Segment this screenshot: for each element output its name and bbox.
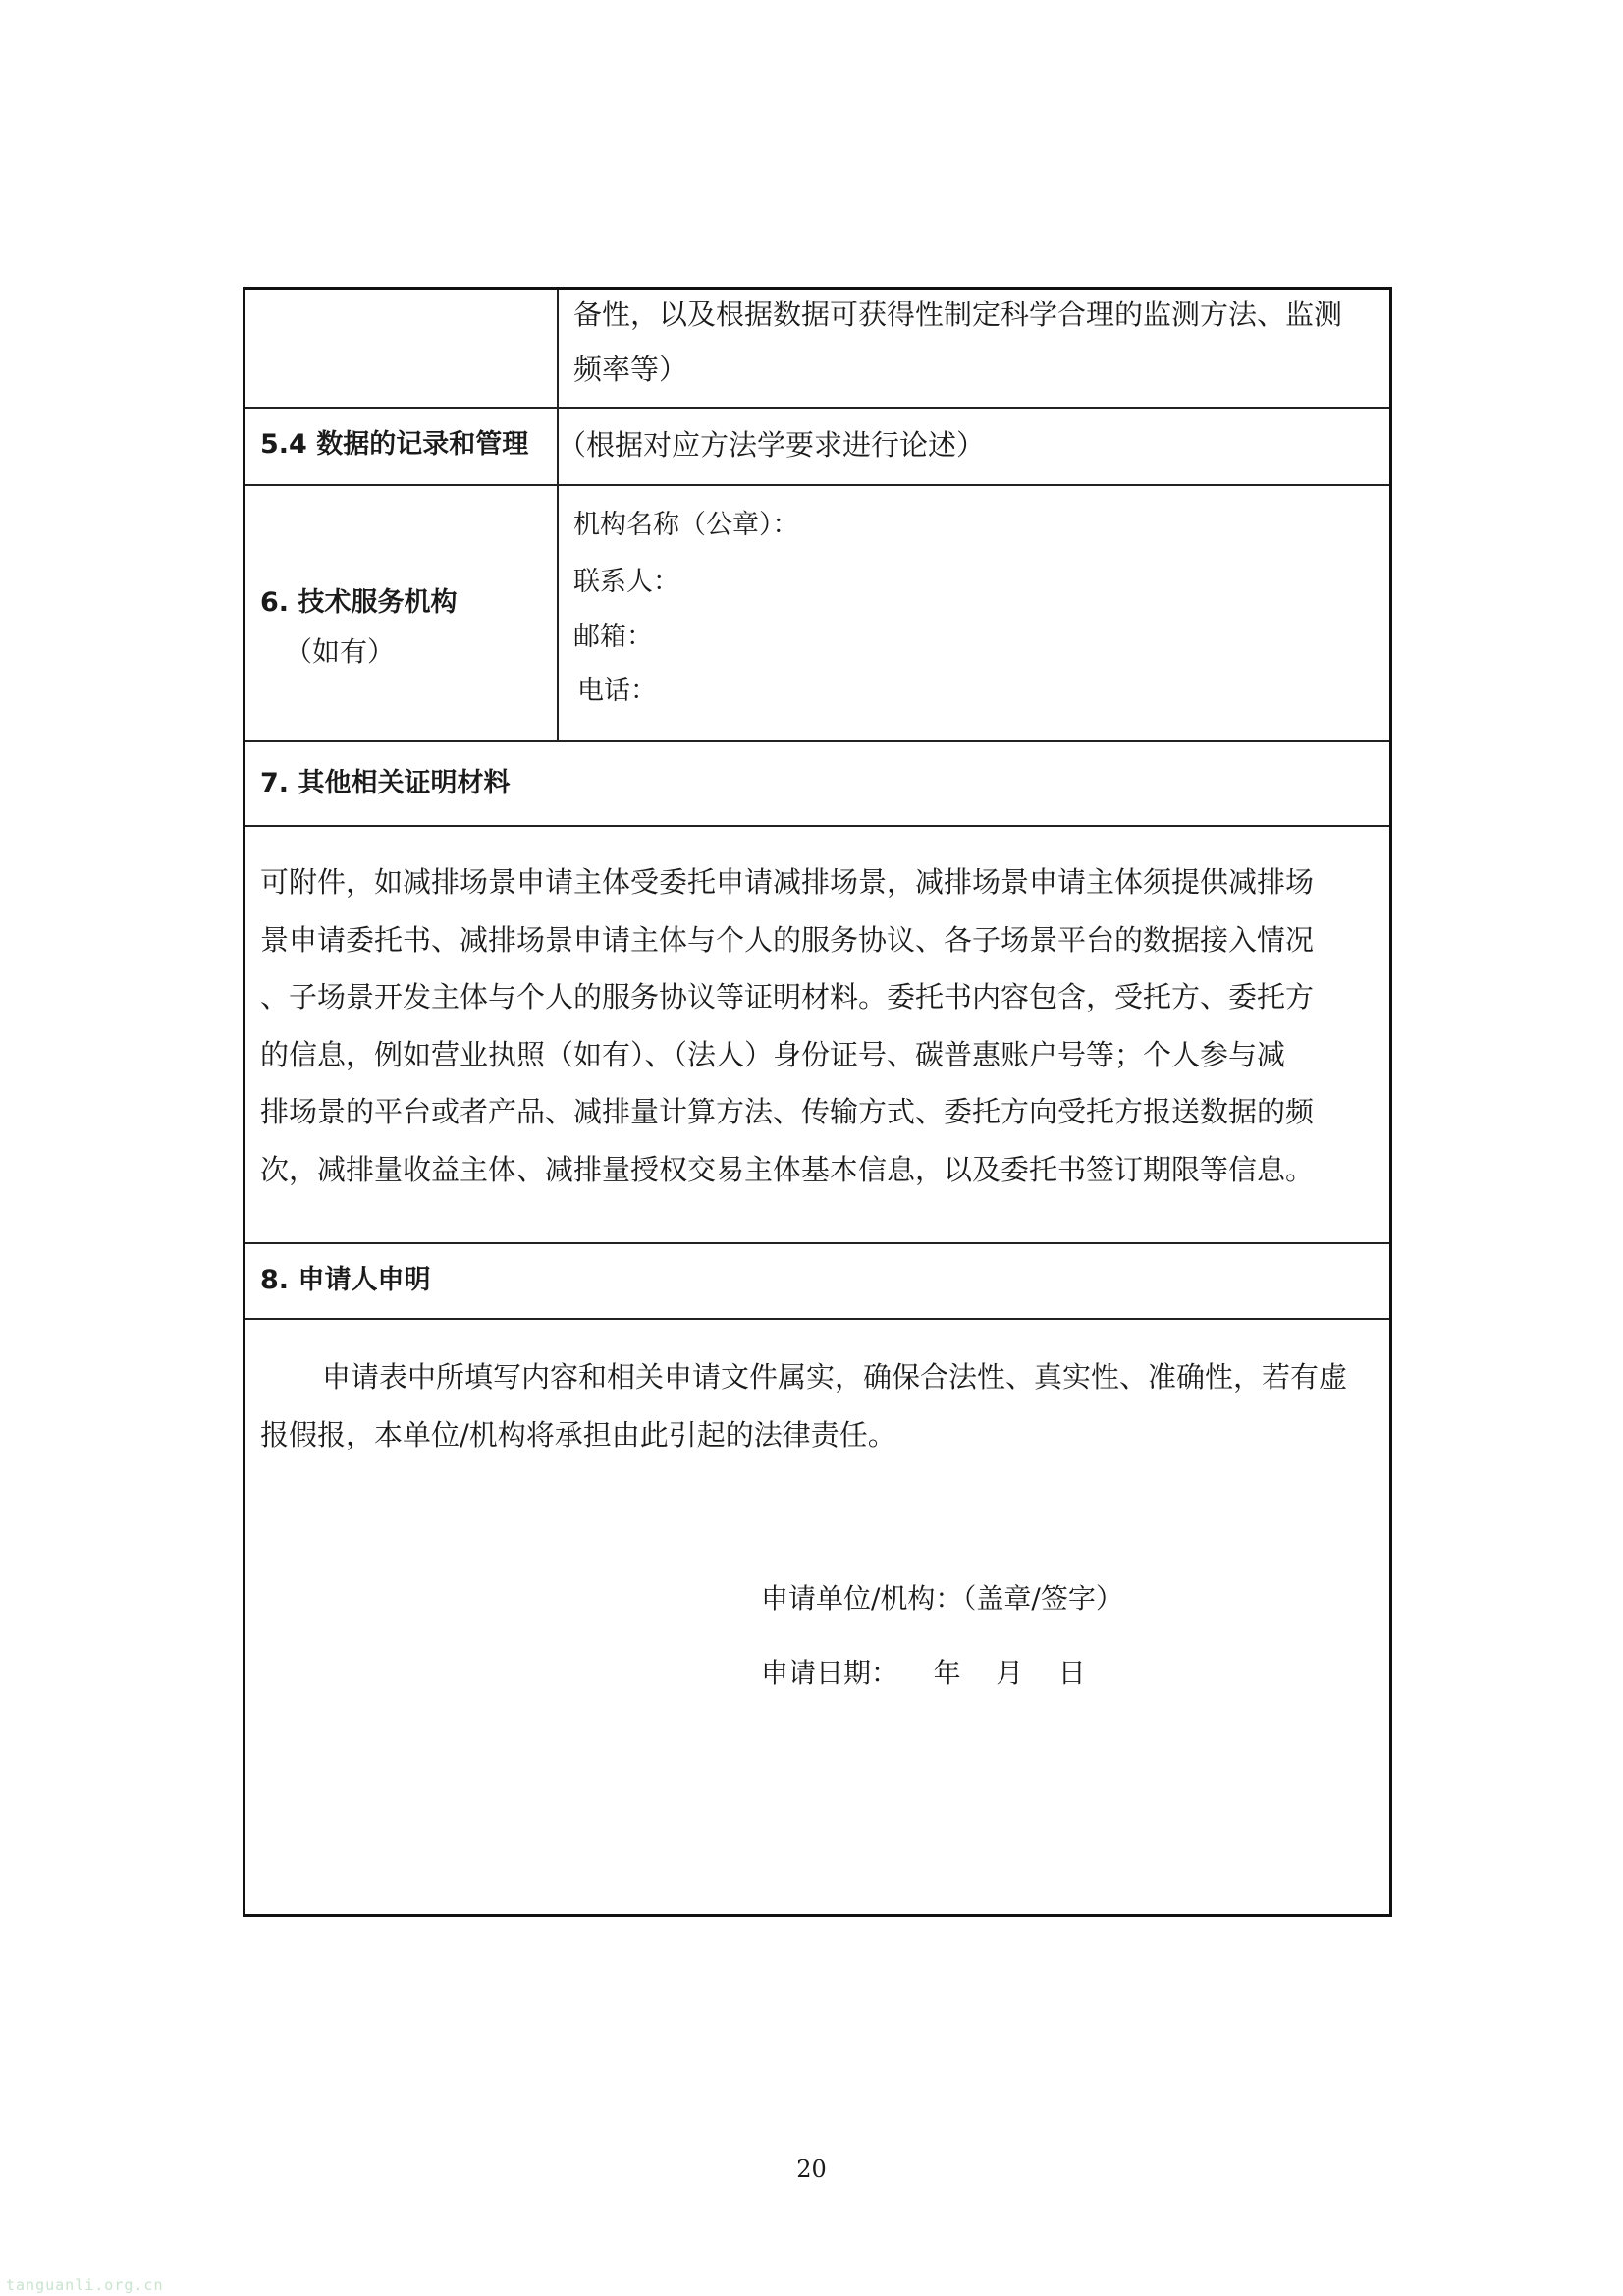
section-7-line: 排场景的平台或者产品、减排量计算方法、传输方式、委托方向受托方报送数据的频 xyxy=(260,1095,1315,1128)
org-name-field: 机构名称（公章）： xyxy=(573,510,799,540)
section-8-line: 申请表中所填写内容和相关申请文件属实，确保合法性、真实性、准确性，若有虚 xyxy=(322,1360,1348,1394)
row-5-4-label: 5.4 数据的记录和管理 xyxy=(260,429,529,460)
continuation-line-1: 备性，以及根据数据可获得性制定科学合理的监测方法、监测 xyxy=(573,298,1343,331)
contact-person-field: 联系人： xyxy=(573,567,679,597)
row-divider xyxy=(245,1242,1389,1244)
section-8-line: 报假报，本单位/机构将承担由此引起的法律责任。 xyxy=(260,1417,896,1451)
section-8-body xyxy=(260,1348,1360,1463)
section-7-body xyxy=(260,853,1360,1198)
section-7-line: 景申请委托书、减排场景申请主体与个人的服务协议、各子场景平台的数据接入情况 xyxy=(260,922,1315,957)
section-8-heading: 8. 申请人申明 xyxy=(260,1265,431,1295)
section-7-line: 、子场景开发主体与个人的服务协议等证明材料。委托书内容包含，受托方、委托方 xyxy=(260,980,1315,1013)
section-7-line: 可附件，如减排场景申请主体受委托申请减排场景，减排场景申请主体须提供减排场 xyxy=(260,865,1315,899)
section-7-heading: 7. 其他相关证明材料 xyxy=(260,768,511,798)
row-5-4-content: （根据对应方法学要求进行论述） xyxy=(558,428,986,462)
column-divider xyxy=(557,290,559,741)
signature-label: 申请单位/机构：（盖章/签字） xyxy=(761,1582,1123,1614)
continuation-line-2: 频率等） xyxy=(573,353,688,386)
row-divider xyxy=(245,484,1389,486)
row-divider xyxy=(245,1318,1389,1320)
section-7-line: 的信息，例如营业执照（如有）、（法人）身份证号、碳普惠账户号等；个人参与减 xyxy=(260,1037,1286,1071)
row-6-label-sub: （如有） xyxy=(285,635,396,668)
page-number: 20 xyxy=(796,2156,827,2183)
row-divider xyxy=(245,825,1389,827)
application-form-table xyxy=(243,287,1392,1917)
section-7-line: 次，减排量收益主体、减排量授权交易主体基本信息，以及委托书签订期限等信息。 xyxy=(260,1152,1315,1186)
email-field: 邮箱： xyxy=(573,622,653,652)
row-divider xyxy=(245,740,1389,742)
watermark-text: tanguanli.org.cn xyxy=(6,2276,164,2294)
row-6-label: 6. 技术服务机构 xyxy=(260,587,458,618)
application-date-label: 申请日期： 年 月 日 xyxy=(761,1657,1086,1689)
row-divider xyxy=(245,407,1389,409)
phone-field: 电话： xyxy=(577,676,657,706)
